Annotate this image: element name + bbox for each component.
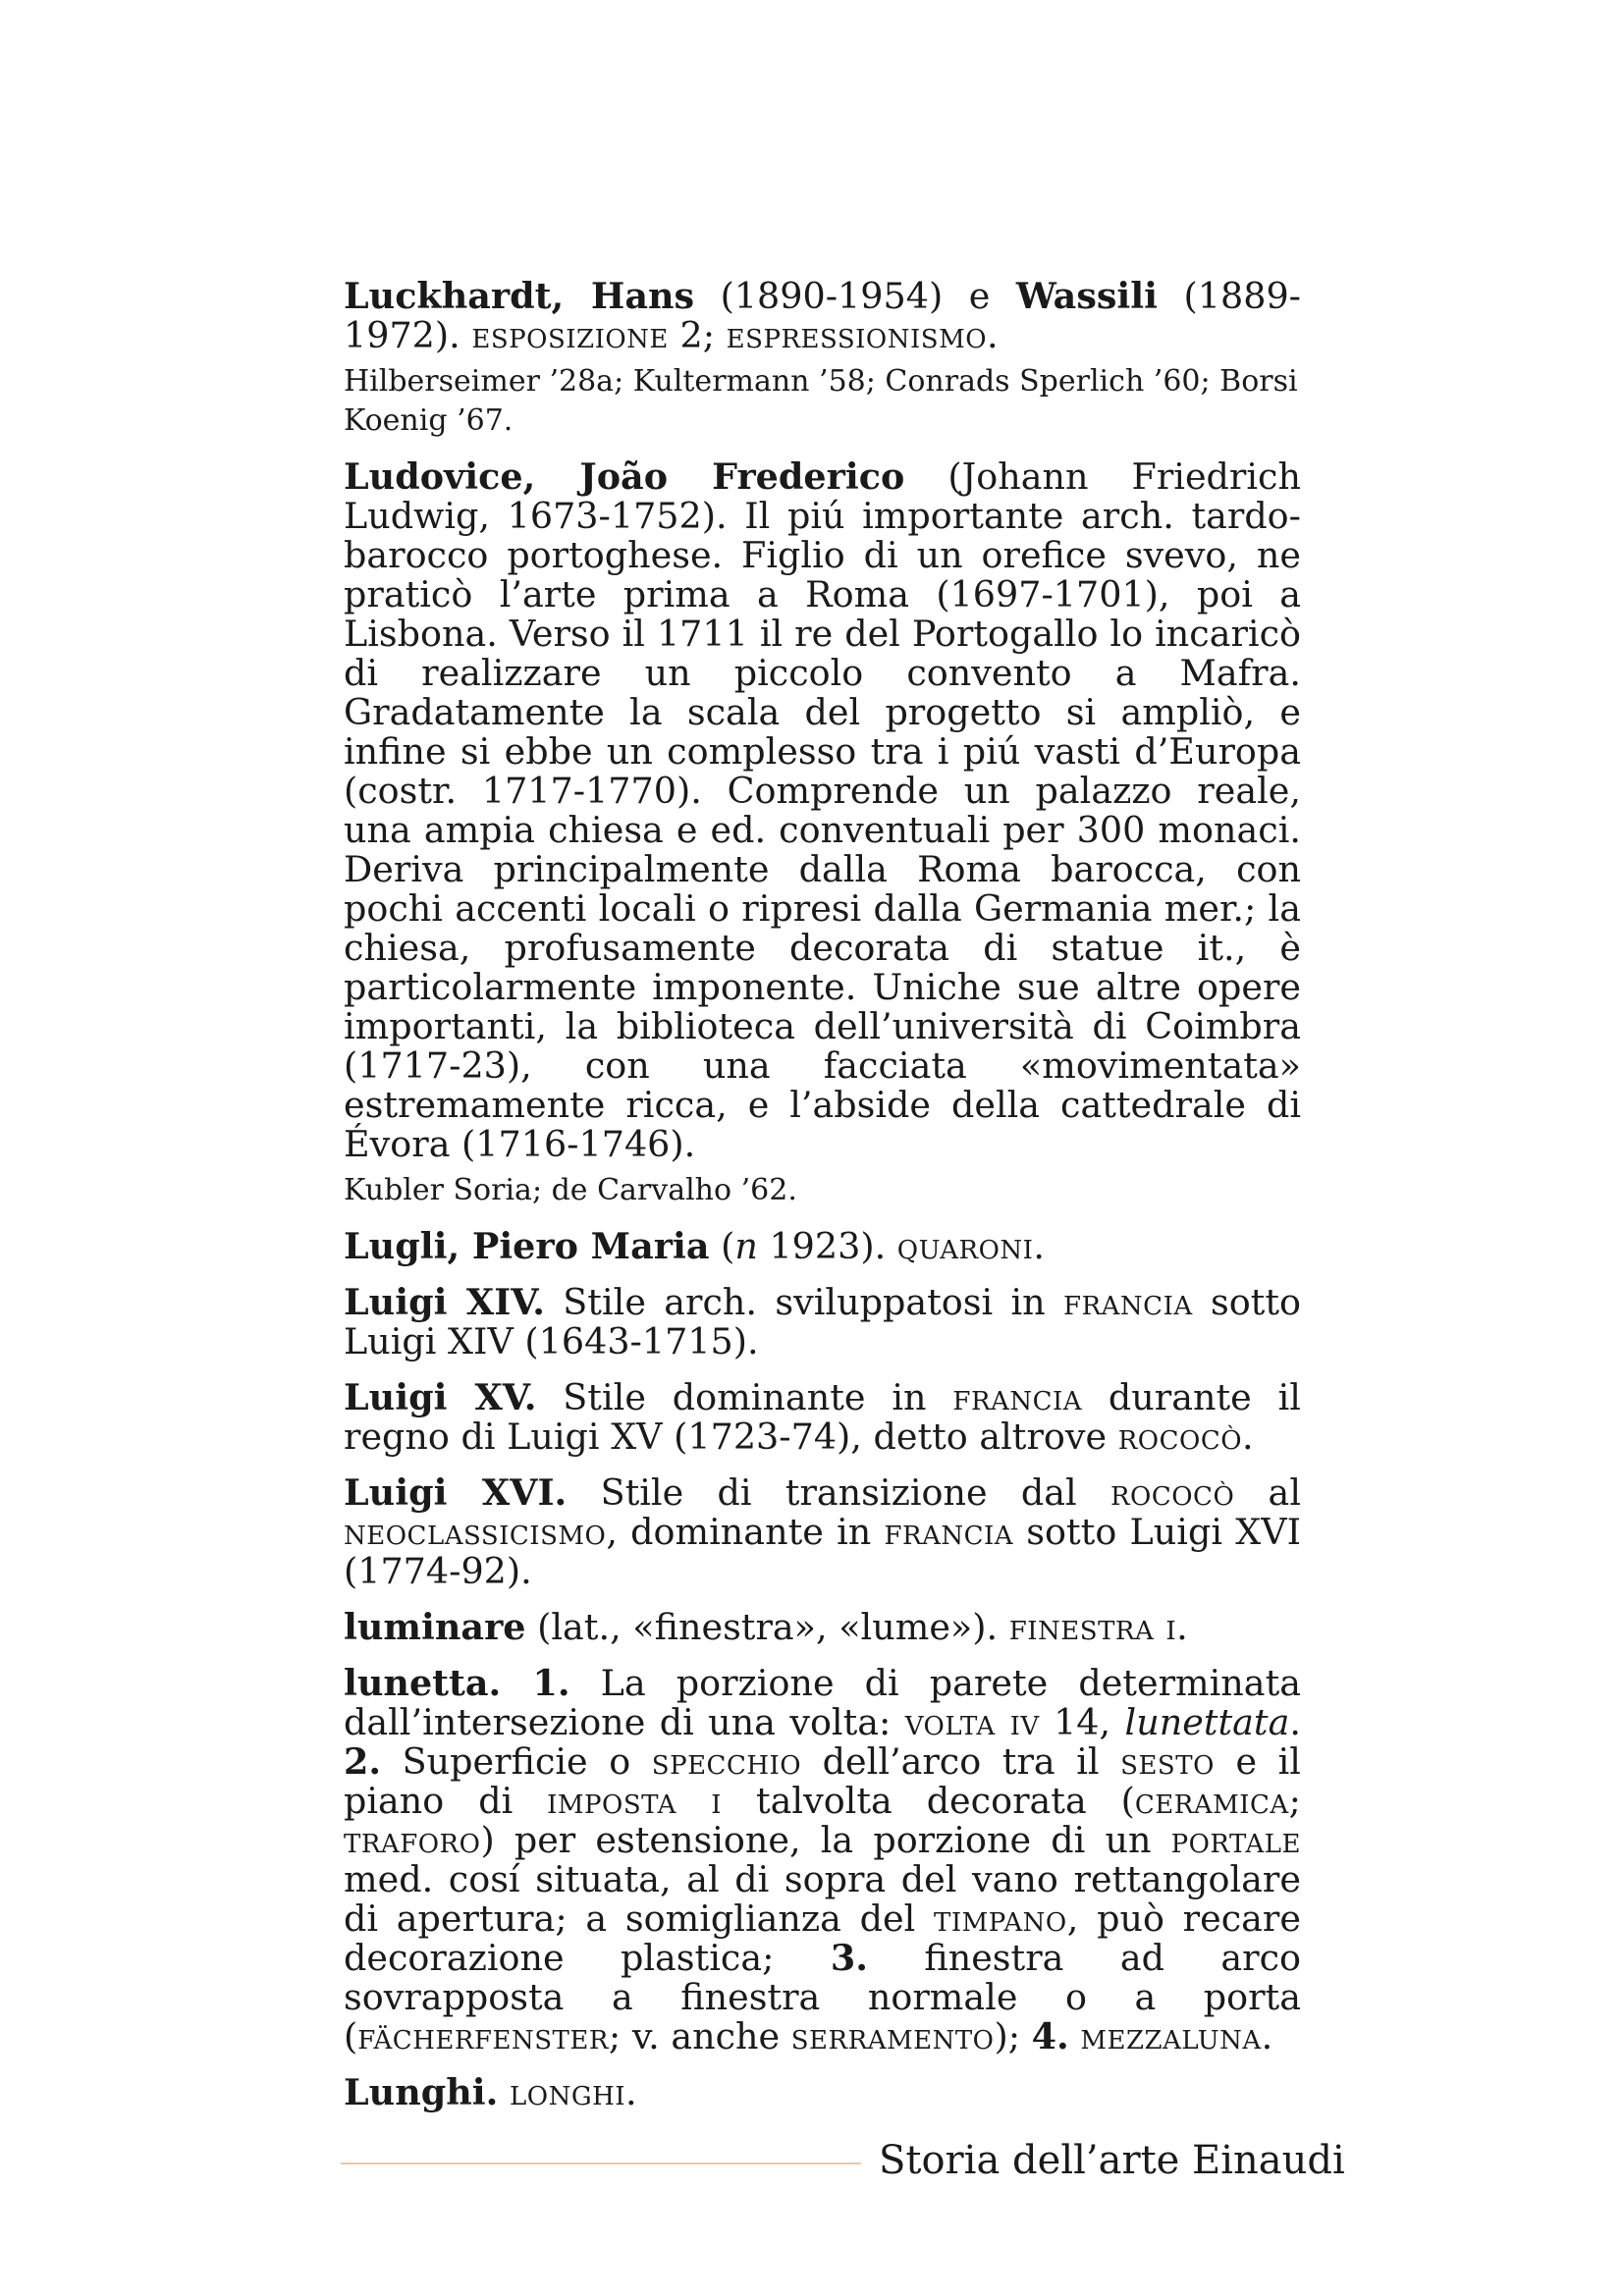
dictionary-entry [344,1227,1301,1266]
entry-text: . [1289,1701,1301,1743]
entry-text [498,2071,510,2113]
cross-reference: traforo [344,1819,481,1861]
entry-lemma: 3. [830,1937,868,1979]
cross-reference: ceramica [1134,1780,1289,1822]
entry-text: ; v. anche [608,2015,791,2057]
entry-lemma: Lugli, Piero Maria [344,1225,710,1267]
entry-text: e il piano di [344,1740,1301,1822]
entry-text: . [1261,2015,1273,2057]
entry-text: al [1234,1471,1301,1514]
dictionary-entry [344,457,1301,1164]
entry-text: durante il regno di Luigi XV (1723-74), detto altrove [344,1376,1301,1458]
entry-text: (1890-1954) e [694,275,1016,317]
entry-text [1069,2015,1081,2057]
dictionary-entry [344,277,1301,355]
entry-text: 2; [668,314,727,356]
entry-lemma: Wassili [1015,275,1159,317]
cross-reference: sesto [1120,1740,1215,1783]
entry-text: ) per estensione, la porzione di un [480,1819,1171,1861]
entry-text: , può recare decorazione plastica; [344,1897,1301,1979]
entry-text: La porzione di parete determinata dall’intersezione di una volta: [344,1662,1301,1743]
cross-reference: specchio [651,1740,802,1783]
entry-lemma: Luigi XIV. [344,1281,545,1323]
entry-text: . [1176,1606,1188,1648]
entry-text: Kubler Soria; de Carvalho ’62. [344,1173,797,1207]
entry-lemma: Luigi XV. [344,1376,537,1418]
entry-text: finestra ad arco sovrapposta a finestra normale o a porta ( [344,1937,1302,2057]
entry-text: dell’arco tra il [801,1740,1121,1783]
entry-text: . [625,2071,637,2113]
cross-reference: fächerfenster [357,2015,609,2057]
entry-text: 1923). [757,1225,897,1267]
entry-lemma: 4. [1031,2015,1069,2057]
cross-reference: quaroni [896,1225,1034,1267]
bibliography-line [344,1171,1301,1210]
cross-reference: rococò [1109,1471,1235,1514]
entry-lemma: Ludovice, João Frederico [344,455,905,498]
entry-text: 14, [1039,1701,1125,1743]
cross-reference: francia [1063,1281,1193,1323]
dictionary-entry [344,1473,1301,1591]
entry-text: sotto Luigi XVI (1774-92). [344,1511,1301,1592]
footer-publisher: Storia dell’arte Einaudi [879,2138,1345,2183]
entry-text: talvolta decorata ( [722,1780,1135,1822]
entry-lemma: lunetta. 1. [344,1662,570,1704]
cross-reference: volta iv [904,1701,1040,1743]
cross-reference: francia [884,1511,1014,1553]
entry-text: (1889-1972). [344,275,1301,356]
cross-reference: esposizione [471,314,669,356]
entry-lemma: 2. [344,1740,382,1783]
cross-reference: imposta i [547,1780,723,1822]
cross-reference: francia [952,1376,1083,1418]
cross-reference: mezzaluna [1080,2015,1262,2057]
entry-text: (Johann Friedrich Ludwig, 1673-1752). Il piú importante arch. tardo-barocco portoghese. Figlio di un orefice svevo, ne praticò l’arte prima a Roma (1697-1701), poi a Lisbona. Verso il 1711 il re del Portogallo lo incaricò di realizzare un piccolo convento a Mafra. Gradatamente la scala del progetto si ampliò, e infine si ebbe un complesso tra i piú vasti d’Europa (costr. 1717-1770). Comprende un palazzo reale, una ampia chiesa e ed. conventuali per 300 monaci. Deriva principalmente dalla Roma barocca, con pochi accenti locali o ripresi dalla Germania mer.; la chiesa, profusamente decorata di statue it., è particolarmente imponente. Uniche sue altre opere importanti, la biblioteca dell’università di Coimbra (1717-23), con una facciata «movimentata» estremamente ricca, e l’abside della cattedrale di Évora (1716-1746). [344,455,1301,1165]
dictionary-entry [344,1664,1301,2056]
entry-text: ); [994,2015,1032,2057]
entry-lemma: Luckhardt, Hans [344,275,695,317]
cross-reference: finestra i [1008,1606,1177,1648]
entry-lemma: Luigi XVI. [344,1471,568,1514]
footer-rule [341,2163,861,2164]
dictionary-entry [344,1283,1301,1362]
italic-text: lunettata [1124,1701,1290,1743]
cross-reference: serramento [790,2015,995,2057]
entry-text: ( [709,1225,735,1267]
entry-lemma: luminare [344,1606,526,1648]
entry-text: sotto Luigi XIV (1643-1715). [344,1281,1301,1362]
entry-text: Superficie o [381,1740,652,1783]
entry-text: med. cosí situata, al di sopra del vano rettangolare di apertura; a somiglianza del [344,1858,1301,1940]
cross-reference: rococò [1117,1415,1243,1458]
entry-text: . [987,314,999,356]
dictionary-entry [344,1378,1301,1457]
entry-text: Stile dominante in [536,1376,953,1418]
dictionary-page [344,277,1301,2129]
entry-text: Stile di transizione dal [567,1471,1110,1514]
entry-text: . [1242,1415,1254,1458]
entry-lemma: Lunghi. [344,2071,499,2113]
cross-reference: longhi [509,2071,626,2113]
cross-reference: neoclassicismo [344,1511,607,1553]
cross-reference: timpano [934,1897,1067,1940]
dictionary-entry [344,1608,1301,1647]
entry-text: , dominante in [606,1511,885,1553]
dictionary-entry [344,2073,1301,2112]
bibliography-line [344,362,1301,441]
entry-text: Stile arch. sviluppatosi in [544,1281,1064,1323]
italic-text: n [734,1225,758,1267]
entry-text: (lat., «finestra», «lume»). [525,1606,1009,1648]
entry-text: ; [1288,1780,1301,1822]
cross-reference: portale [1170,1819,1301,1861]
entry-text: Hilberseimer ’28a; Kultermann ’58; Conrads Sperlich ’60; Borsi Koenig ’67. [344,364,1298,438]
entry-text: . [1033,1225,1046,1267]
cross-reference: espressionismo [726,314,988,356]
